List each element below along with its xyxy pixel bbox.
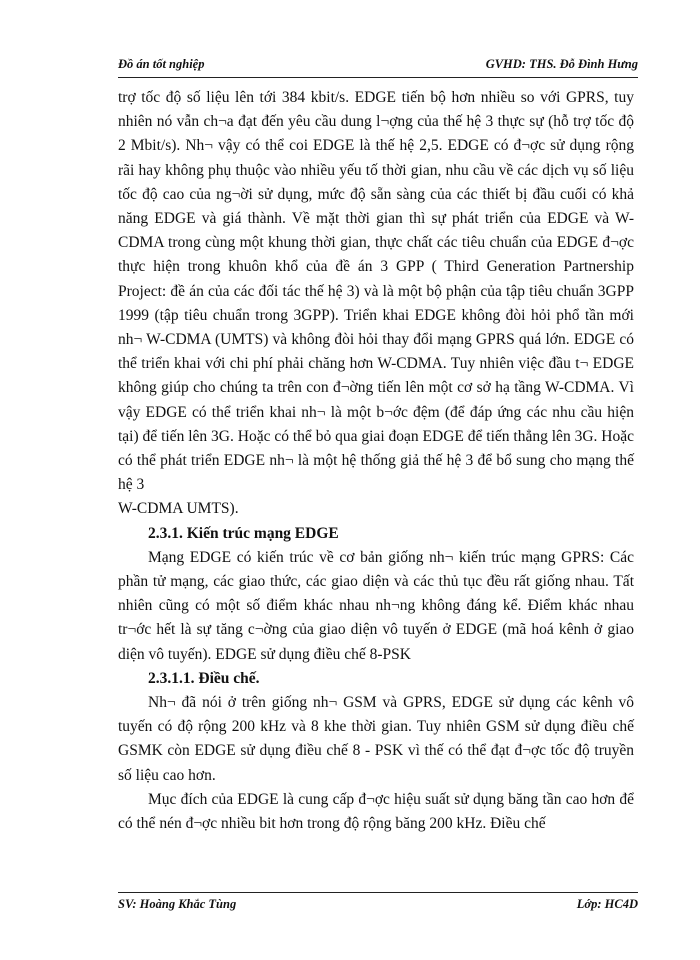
footer-student: SV: Hoàng Khắc Tùng: [118, 897, 237, 911]
page-footer: [118, 892, 638, 916]
page-header: [118, 57, 638, 78]
footer-class: Lớp: HC4D: [576, 897, 638, 911]
header-supervisor: GVHD: THS. Đỗ Đình Hưng: [485, 57, 638, 71]
section-heading-2-3-1-1: 2.3.1.1. Điều chế.: [148, 669, 260, 687]
paragraph-2: W-CDMA UMTS).: [118, 500, 239, 518]
header-title: Đồ án tốt nghiệp: [118, 57, 205, 71]
paragraph-5: Mục đích của EDGE là cung cấp đ¬ợc hiệu suất sử dụng băng tần cao hơn để có thể nén đ¬ợc nhiều bit hơn trong độ rộng băng 200 kHz. Điều chế: [118, 790, 634, 833]
document-body: [118, 86, 634, 836]
section-heading-2-3-1: 2.3.1. Kiến trúc mạng EDGE: [148, 524, 339, 542]
paragraph-4: Nh¬ đã nói ở trên giống nh¬ GSM và GPRS, EDGE sử dụng các kênh vô tuyến có độ rộng 200 kHz và 8 khe thời gian. Tuy nhiên GSM sử dụng điều chế GSMK còn EDGE sử dụng điều chế 8 - PSK vì thế có thể đạt đ¬ợc tốc độ truyền số liệu cao hơn.: [118, 694, 634, 784]
paragraph-3: Mạng EDGE có kiến trúc về cơ bản giống nh¬ kiến trúc mạng GPRS: Các phần tử mạng, các giao thức, các giao diện và các thủ tục đều rất giống nhau. Tất nhiên cũng có một số điểm khác nhau nh¬ng không đáng kể. Điểm khác nhau tr¬ớc hết là sự tăng c¬ờng của giao diện vô tuyến ở EDGE (mã hoá kênh ở giao diện vô tuyến). EDGE sử dụng điều chế 8-PSK: [118, 548, 634, 663]
paragraph-1: trợ tốc độ số liệu lên tới 384 kbit/s. EDGE tiến bộ hơn nhiều so với GPRS, tuy nhiên nó vẫn ch¬a đạt đến yêu cầu dung l¬ợng của thế hệ 3 thực sự (hỗ trợ tốc độ 2 Mbit/s). Nh¬ vậy có thể coi EDGE là thế hệ 2,5. EDGE có đ¬ợc sử dụng rộng rãi hay không phụ thuộc vào nhiều yếu tố thời gian, nhu cầu về các dịch vụ số liệu tốc độ cao của ng¬ời sử dụng, mức độ sẵn sàng của các thiết bị đầu cuối có khả năng EDGE và giá thành. Về mặt thời gian thì sự phát triển của EDGE và W-CDMA trong cùng một khung thời gian, thực chất các tiêu chuẩn của EDGE đ¬ợc thực hiện trong khuôn khổ của đề án 3 GPP ( Third Generation Partnership Project: đề án của các đối tác thế hệ 3) và là một bộ phận của tập tiêu chuẩn 3GPP 1999 (tập tiêu chuẩn trong 3GPP). Triển khai EDGE không đòi hỏi phổ tần mới nh¬ W-CDMA (UMTS) và không đòi hỏi thay đổi mạng GPRS quá lớn. EDGE có thể triển khai với chi phí phải chăng hơn W-CDMA. Tuy nhiên việc đầu t¬ EDGE không giúp cho chúng ta trên con đ¬ờng tiến lên một cơ sở hạ tầng W-CDMA. Vì vậy EDGE có thể triển khai nh¬ là một b¬ớc đệm (để đáp ứng các nhu cầu hiện tại) để tiến lên 3G. Hoặc có thể bỏ qua giai đoạn EDGE để tiến thẳng lên 3G. Hoặc có thể phát triển EDGE nh¬ là một hệ thống giả thế hệ 3 để bổ sung cho mạng thế hệ 3: [118, 89, 634, 494]
